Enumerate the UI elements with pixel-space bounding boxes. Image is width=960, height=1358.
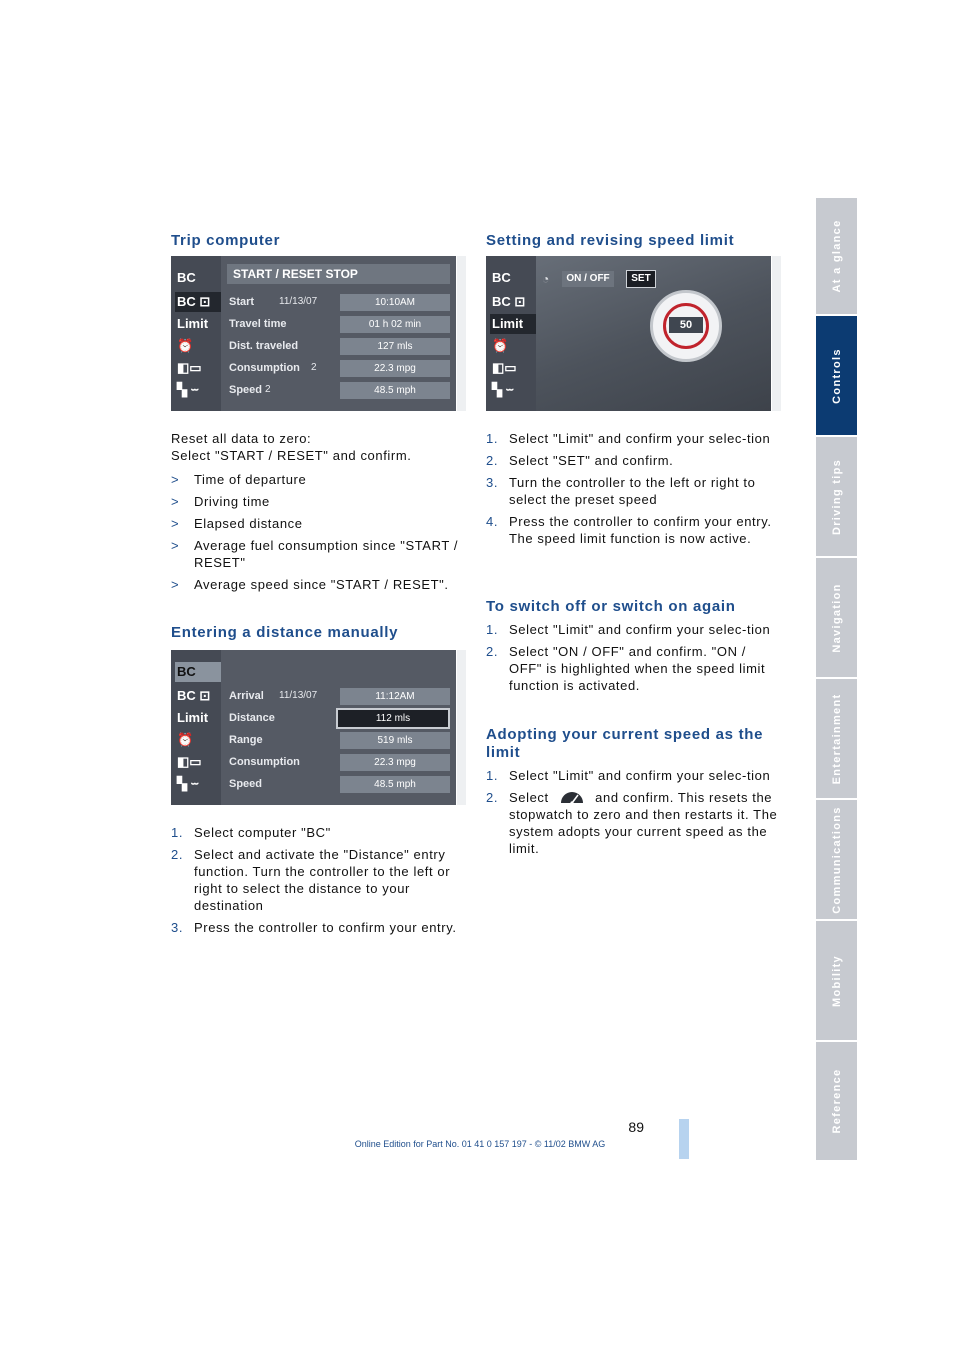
step-item: 1. Select "Limit" and confirm your selec-tion bbox=[486, 768, 771, 783]
image-code-strip bbox=[457, 650, 466, 805]
row-consumption: Consumption 22.3 mpg bbox=[227, 752, 450, 772]
alarm-clock-icon: ⏰ bbox=[177, 732, 194, 747]
list-item: > Elapsed distance bbox=[171, 516, 303, 531]
bc-menu bbox=[171, 256, 221, 411]
page-number: 89 bbox=[628, 1119, 644, 1135]
step-item: 3. Turn the controller to the left or right to select the preset speed bbox=[486, 475, 756, 507]
speed-limit-screenshot bbox=[486, 256, 781, 411]
tab-navigation[interactable]: Navigation bbox=[816, 558, 857, 677]
step-item: 4. Press the controller to confirm your entry. The speed limit function is now active. bbox=[486, 514, 772, 546]
step-item: 2. Select and activate the "Distance" entry function. Turn the controller to the left or right to select the distance to your destination bbox=[171, 847, 451, 913]
speed-limit-steps bbox=[486, 430, 781, 547]
distance-steps bbox=[171, 824, 466, 936]
bc-menu bbox=[171, 650, 221, 805]
adopt-steps bbox=[486, 767, 781, 857]
footer-edition-note: Online Edition for Part No. 01 41 0 157 197 - © 11/02 BMW AG bbox=[354, 1139, 606, 1149]
limit-toolbar bbox=[542, 270, 654, 288]
bc-menu bbox=[486, 256, 536, 411]
display-screen bbox=[486, 256, 771, 411]
menu-item-limit: Limit bbox=[177, 710, 209, 725]
display-screen bbox=[171, 650, 456, 805]
list-item: > Average fuel consumption since "START / RESET" bbox=[171, 538, 459, 570]
left-column bbox=[171, 232, 466, 250]
reset-items-list bbox=[171, 471, 466, 593]
tab-reference[interactable]: Reference bbox=[816, 1042, 857, 1160]
on-off-button: ON / OFF bbox=[562, 271, 614, 287]
tab-controls[interactable]: Controls bbox=[816, 316, 857, 435]
menu-item-bc-2: BC ⊡ bbox=[177, 688, 211, 703]
computer-icon: ⊡ bbox=[199, 688, 211, 703]
start-reset-stop-bar: START / RESET STOP bbox=[227, 264, 450, 284]
car-pages-icon: ▚ ⏖ bbox=[177, 382, 199, 397]
tab-at-a-glance[interactable]: At a glance bbox=[816, 198, 857, 314]
menu-item-bc-2: BC ⊡ bbox=[492, 294, 526, 309]
menu-item-bc: BC bbox=[492, 270, 511, 285]
alarm-clock-icon: ⏰ bbox=[492, 338, 509, 353]
row-dist-traveled: Dist. traveled 127 mls bbox=[227, 336, 450, 356]
list-item: > Average speed since "START / RESET". bbox=[171, 577, 449, 592]
display-screen bbox=[171, 256, 456, 411]
speed-limit-heading: Setting and revising speed limit bbox=[486, 232, 735, 249]
distance-heading-wrap bbox=[171, 624, 466, 642]
tab-communications[interactable]: Communications bbox=[816, 800, 857, 919]
alarm-clock-icon: ⏰ bbox=[177, 338, 194, 353]
car-pages-icon: ▚ ⏖ bbox=[492, 382, 514, 397]
reset-instruction: Select "START / RESET" and confirm. bbox=[171, 448, 412, 463]
menu-item-bc: BC bbox=[177, 270, 196, 285]
tab-mobility[interactable]: Mobility bbox=[816, 921, 857, 1040]
row-travel-time: Travel time 01 h 02 min bbox=[227, 314, 450, 334]
step-item: 1. Select "Limit" and confirm your selec-tion bbox=[486, 431, 771, 446]
display-toggle-icon: ◧▭ bbox=[492, 360, 517, 375]
list-item: > Driving time bbox=[171, 494, 270, 509]
image-code-strip bbox=[457, 256, 466, 411]
computer-icon: ⊡ bbox=[514, 294, 526, 309]
tab-entertainment[interactable]: Entertainment bbox=[816, 679, 857, 798]
row-arrival: Arrival 11/13/07 11:12AM bbox=[227, 686, 450, 706]
menu-item-bc: BC bbox=[175, 662, 221, 682]
distance-steps-wrap bbox=[171, 824, 466, 941]
distance-screenshot bbox=[171, 650, 466, 805]
row-start: Start 11/13/07 10:10AM bbox=[227, 292, 450, 312]
set-button: SET bbox=[626, 270, 656, 288]
switch-steps bbox=[486, 621, 781, 694]
row-consumption: Consumption 2 22.3 mpg bbox=[227, 358, 450, 378]
image-code-strip bbox=[772, 256, 781, 411]
menu-item-limit: Limit bbox=[490, 314, 536, 334]
list-item: > Time of departure bbox=[171, 472, 307, 487]
display-toggle-icon: ◧▭ bbox=[177, 360, 202, 375]
step-item: 2. Select "ON / OFF" and confirm. "ON / OFF" is highlighted when the speed limit function is activated. bbox=[486, 644, 766, 693]
step-item: 1. Select computer "BC" bbox=[171, 825, 331, 840]
trip-computer-heading: Trip computer bbox=[171, 232, 281, 249]
reset-intro: Reset all data to zero: bbox=[171, 431, 312, 446]
row-speed: Speed 2 48.5 mph bbox=[227, 380, 450, 400]
stopwatch-icon bbox=[553, 790, 591, 804]
distance-heading: Entering a distance manually bbox=[171, 624, 399, 641]
step-item: 2. Select and confirm. This resets the stopwatch to zero and then restarts it. The system adopts your current speed as the limit. bbox=[486, 790, 778, 856]
adopt-heading: Adopting your current speed as the limit bbox=[486, 726, 764, 761]
switch-section bbox=[486, 598, 781, 699]
car-pages-icon: ▚ ⏖ bbox=[177, 776, 199, 791]
speed-limit-value: 50 bbox=[669, 317, 703, 333]
row-distance: Distance 112 mls bbox=[227, 708, 450, 728]
row-range: Range 519 mls bbox=[227, 730, 450, 750]
switch-heading: To switch off or switch on again bbox=[486, 598, 736, 615]
menu-item-bc-2: BC ⊡ bbox=[175, 292, 221, 312]
trip-computer-screenshot bbox=[171, 256, 466, 411]
step-item: 3. Press the controller to confirm your entry. bbox=[171, 920, 457, 935]
step-item: 2. Select "SET" and confirm. bbox=[486, 453, 674, 468]
speed-dial bbox=[650, 290, 722, 362]
reset-section bbox=[171, 430, 466, 598]
speed-limit-heading-wrap bbox=[486, 232, 781, 250]
step-item: 1. Select "Limit" and confirm your selec-tion bbox=[486, 622, 771, 637]
row-speed: Speed 48.5 mph bbox=[227, 774, 450, 794]
display-toggle-icon: ◧▭ bbox=[177, 754, 202, 769]
tab-driving-tips[interactable]: Driving tips bbox=[816, 437, 857, 556]
adopt-section bbox=[486, 726, 781, 862]
computer-icon: ⊡ bbox=[199, 294, 211, 309]
speed-limit-ring bbox=[663, 303, 709, 349]
speed-limit-steps-wrap bbox=[486, 430, 781, 552]
menu-item-limit: Limit bbox=[177, 316, 209, 331]
speedometer-icon: ◔ bbox=[542, 272, 550, 286]
